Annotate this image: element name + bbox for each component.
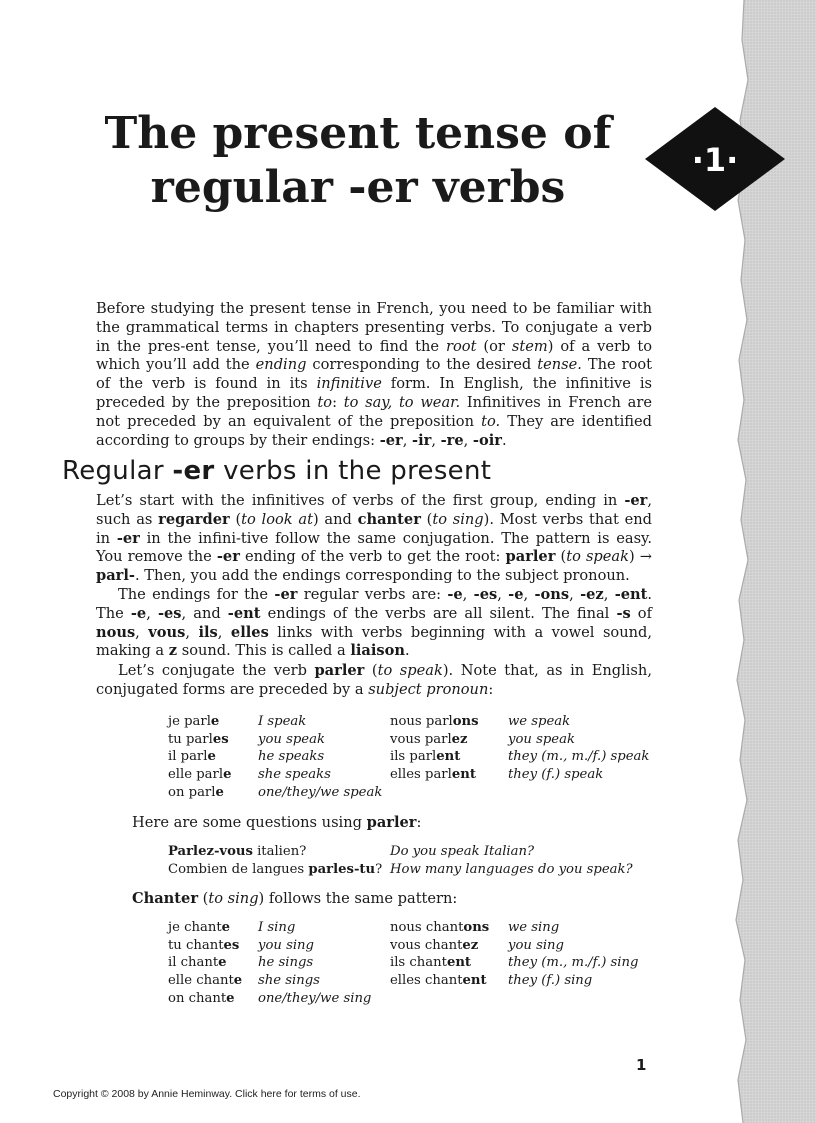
chanter-conjugation-table (168, 919, 648, 1007)
english-translation-plural: we speak (508, 714, 571, 729)
french-form-plural: ils parlent (390, 749, 461, 765)
questions-intro: Here are some questions using parler: (132, 814, 422, 831)
conjugation-row (168, 748, 648, 766)
chanter-intro: Chanter (to sing) follows the same pattern: (132, 890, 458, 907)
french-form: je parle (168, 714, 220, 729)
english-translation: one/they/we sing (258, 990, 372, 1006)
terms-of-use-link[interactable]: Copyright © 2008 by Annie Heminway. Click here for terms of use. (53, 1088, 361, 1100)
english-translation-plural: we sing (508, 920, 560, 935)
question-french: Combien de langues parles-tu? (168, 861, 383, 877)
french-form: elle chante (168, 973, 243, 989)
section-heading: Regular -er verbs in the present (62, 456, 492, 486)
paragraph-1: Let’s start with the infinitives of verbs of the first group, ending in -er, such as regarder (to look at) and chanter (to sing). Most verbs that end in -er in the infini-tive follow the same conjugation. The pattern is easy. You remove the -er ending of the verb to get the root: parler (to speak) → parl-. Then, you add the endings corresponding to the subject pronoun. (96, 492, 652, 585)
french-form-plural: nous chantons (390, 920, 490, 935)
conjugation-row (168, 972, 648, 990)
french-form-plural: elles chantent (390, 973, 487, 989)
question-english: How many languages do you speak? (390, 861, 633, 877)
question-english: Do you speak Italian? (390, 844, 535, 859)
conjugation-row (168, 990, 648, 1008)
english-translation: you sing (258, 937, 314, 953)
english-translation: he sings (258, 955, 314, 971)
intro-paragraph: Before studying the present tense in French, you need to be familiar with the grammatical terms in chapters presenting verbs. To conjugate a verb in the pres-ent tense, you’ll need to find the root (or stem) of a verb to which you’ll add the ending corresponding to the desired tense. The root of the verb is found in its infinitive form. In English, the infinitive is preceded by the preposition to: to say, to wear. Infinitives in French are not preceded by an equivalent of the preposition to. They are identified according to groups by their endings: -er, -ir, -re, -oir. (96, 300, 653, 449)
conjugation-row (168, 766, 648, 784)
chapter-number: ·1· (691, 141, 739, 179)
paragraph-3: Let’s conjugate the verb parler (to speak). Note that, as in English, conjugated forms are preceded by a subject pronoun: (96, 662, 652, 698)
french-form: on parle (168, 784, 224, 800)
conjugation-row (168, 937, 648, 955)
french-form: tu parles (168, 731, 229, 747)
question-row (168, 861, 648, 879)
conjugation-row (168, 919, 648, 937)
english-translation: one/they/we speak (258, 784, 383, 800)
conjugation-row (168, 713, 648, 731)
french-form: on chante (168, 990, 235, 1006)
french-form-plural: vous parlez (390, 731, 468, 747)
french-form-plural: ils chantent (390, 955, 472, 971)
english-translation-plural: they (m., m./f.) speak (508, 749, 650, 765)
french-form-plural: vous chantez (390, 937, 479, 953)
chapter-title-line2: regular -er verbs (150, 162, 566, 213)
french-form-plural: elles parlent (390, 767, 476, 783)
page-number: 1 (636, 1056, 647, 1074)
english-translation: she sings (258, 973, 320, 989)
chapter-title-line1: The present tense of (104, 108, 612, 159)
english-translation-plural: you speak (508, 731, 575, 747)
english-translation-plural: they (m., m./f.) sing (508, 955, 639, 971)
english-translation: I speak (258, 714, 307, 729)
english-translation-plural: they (f.) speak (508, 767, 604, 783)
english-translation-plural: they (f.) sing (508, 973, 593, 989)
french-form-plural: nous parlons (390, 714, 479, 729)
conjugation-row (168, 784, 648, 802)
parler-conjugation-table (168, 713, 648, 801)
french-form: je chante (168, 920, 231, 935)
french-form: il parle (168, 749, 216, 765)
copyright-notice (53, 1088, 361, 1100)
french-form: tu chantes (168, 937, 240, 953)
paragraph-2: The endings for the -er regular verbs are: -e, -es, -e, -ons, -ez, -ent. The -e, -es, and -ent endings of the verbs are all silent. The final -s of nous, vous, ils, elles links with verbs beginning with a vowel sound, making a z sound. This is called a liaison. (96, 586, 653, 660)
english-translation: he speaks (258, 749, 325, 765)
french-form: elle parle (168, 767, 232, 783)
english-translation: I sing (258, 920, 296, 935)
english-translation: she speaks (258, 767, 331, 783)
english-translation-plural: you sing (508, 937, 564, 953)
conjugation-row (168, 731, 648, 749)
conjugation-row (168, 954, 648, 972)
question-row (168, 843, 648, 861)
example-questions (168, 843, 648, 878)
english-translation: you speak (258, 731, 325, 747)
french-form: il chante (168, 955, 227, 971)
question-french: Parlez-vous italien? (168, 844, 307, 859)
